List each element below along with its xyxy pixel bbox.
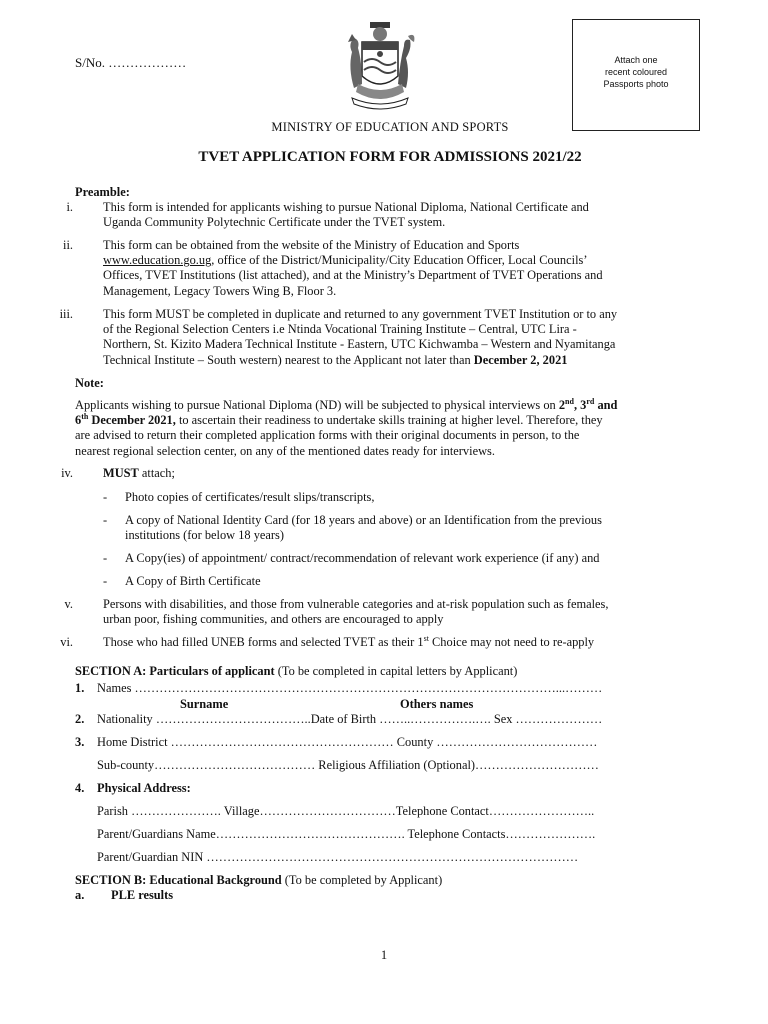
- preamble-item-3: [103, 307, 693, 368]
- field-number: 2.: [75, 712, 85, 726]
- home-district-county-field[interactable]: Home District ……………………………………………… County …………………………………: [97, 735, 598, 749]
- ministry-name: MINISTRY OF EDUCATION AND SPORTS: [271, 120, 509, 134]
- attach-heading: [103, 466, 175, 481]
- text-line: [75, 413, 693, 428]
- text-span: ,: [573, 398, 581, 412]
- text-line: [103, 253, 693, 268]
- nationality-dob-sex-field[interactable]: Nationality ………………………………..Date of Birth ……..…………….…. Sex …………………: [97, 712, 603, 726]
- attach-bullet-3: A Copy(ies) of appointment/ contract/recommendation of relevant work experience (if any) and: [125, 551, 600, 565]
- interview-dates: [559, 398, 618, 412]
- photo-box-line-1: Attach one: [614, 55, 658, 65]
- text-line: [103, 353, 693, 368]
- text-span: th: [81, 412, 89, 422]
- page-number: 1: [380, 948, 388, 962]
- text-span: (To be completed by Applicant): [281, 873, 443, 887]
- attach-bullet-2: [125, 513, 693, 543]
- text-line: This form MUST be completed in duplicate and returned to any government TVET Institution or to any: [103, 307, 618, 321]
- text-line: Northern, St. Kizito Madera Technical Institute - Eastern, UTC Kichwamba – Western and Nyamitanga: [103, 337, 616, 352]
- text-line: This form is intended for applicants wishing to pursue National Diploma, National Certificate and: [103, 200, 589, 214]
- text-span: and: [594, 398, 618, 412]
- text-span: st: [423, 633, 429, 643]
- serial-number: S/No. ………………: [75, 55, 187, 70]
- physical-address-label: Physical Address:: [97, 781, 191, 795]
- photo-box-line-2: recent coloured: [604, 67, 668, 77]
- text-line: A copy of National Identity Card (for 18 years and above) or an Identification from the previous: [125, 513, 602, 527]
- field-number: 3.: [75, 735, 85, 749]
- text-line: urban poor, fishing communities, and others are encouraged to apply: [103, 612, 444, 627]
- text-span: Applicants wishing to pursue National Diploma (ND) will be subjected to physical interviews on: [75, 398, 559, 412]
- ministry-website-link[interactable]: www.education.go.ug: [103, 253, 212, 268]
- ple-results-label: PLE results: [111, 888, 174, 902]
- text-line: of the Regional Selection Centers i.e Ntinda Vocational Training Institute – Central, UTC Lira -: [103, 322, 577, 337]
- list-item-number: v.: [64, 597, 73, 611]
- preamble-item-2: [103, 238, 693, 299]
- section-b-heading: [75, 873, 442, 888]
- parish-village-telephone-field[interactable]: Parish …………………. Village……………………………Telephone Contact……………………..: [97, 804, 595, 818]
- text-line: Management, Legacy Towers Wing B, Floor 3.: [103, 283, 337, 298]
- photo-box-line-3: Passports photo: [603, 79, 669, 89]
- text-span: 2: [558, 398, 566, 412]
- uneb-statement: [103, 635, 693, 650]
- note-heading: Note:: [75, 376, 104, 390]
- text-line: institutions (for below 18 years): [125, 528, 284, 543]
- list-item-number: iv.: [61, 466, 73, 480]
- bullet-dash: -: [103, 551, 108, 565]
- text-line: nearest regional selection center, on any of the mentioned dates ready for interviews.: [75, 443, 495, 458]
- text-span: 3: [580, 398, 587, 412]
- text-line: are advised to return their completed application forms with their original documents in person, to the: [75, 428, 580, 443]
- text-span: to ascertain their readiness to undertake skills training at higher level. Therefore, they: [175, 413, 603, 428]
- bullet-dash: -: [103, 574, 108, 588]
- submission-deadline: December 2, 2021: [473, 352, 568, 367]
- section-a-heading: [75, 664, 517, 679]
- text-span: SECTION A: Particulars of applicant: [75, 664, 275, 678]
- passport-photo-box[interactable]: [572, 19, 700, 131]
- text-line: This form can be obtained from the website of the Ministry of Education and Sports: [103, 238, 520, 252]
- field-number: 4.: [75, 781, 85, 795]
- text-span: Those who had filled UNEB forms and selected TVET as their 1: [103, 635, 424, 649]
- preamble-item-1: [103, 200, 693, 230]
- text-line: Offices, TVET Institutions (list attached), and at the Ministry’s Department of TVET Operations and: [103, 268, 603, 283]
- text-span: rd: [586, 396, 595, 406]
- text-span: , office of the District/Municipality/City Education Officer, Local Councils’: [211, 253, 588, 268]
- text-span: Technical Institute – South western) nearest to the Applicant not later than: [103, 352, 474, 367]
- text-line: Persons with disabilities, and those from vulnerable categories and at-risk population such as females,: [103, 597, 609, 611]
- uganda-coat-of-arms-emblem: [330, 18, 430, 114]
- inclusion-statement: [103, 597, 693, 627]
- text-span: December 2021,: [88, 413, 176, 428]
- text-span: nd: [565, 396, 574, 406]
- subcounty-religion-field[interactable]: Sub-county………………………………… Religious Affiliation (Optional)…………………………: [97, 758, 599, 772]
- preamble-item-number: i.: [66, 200, 73, 214]
- attach-bullet-4: A Copy of Birth Certificate: [125, 574, 261, 588]
- names-field[interactable]: Names …………………………………………………………………………………………...………: [97, 681, 603, 695]
- text-span: MUST: [103, 466, 139, 480]
- text-line: Uganda Community Polytechnic Certificate under the TVET system.: [103, 215, 446, 230]
- other-names-label: Others names: [400, 697, 474, 711]
- bullet-dash: -: [103, 513, 108, 527]
- preamble-item-number: ii.: [63, 238, 73, 252]
- text-line: [75, 398, 693, 413]
- text-span: 6: [75, 413, 82, 428]
- subsection-letter: a.: [75, 888, 85, 902]
- interview-date-december: [75, 413, 176, 427]
- bullet-dash: -: [103, 490, 108, 504]
- text-span: SECTION B: Educational Background: [75, 873, 282, 887]
- text-span: attach;: [138, 466, 175, 480]
- list-item-number: vi.: [60, 635, 73, 649]
- preamble-heading: Preamble:: [75, 185, 130, 199]
- note-paragraph: [75, 398, 693, 459]
- guardian-nin-field[interactable]: Parent/Guardian NIN ………………………………………………………………………………: [97, 850, 579, 864]
- guardian-name-telephone-field[interactable]: Parent/Guardians Name………………………………………. Telephone Contacts………………….: [97, 827, 596, 841]
- form-title: TVET APPLICATION FORM FOR ADMISSIONS 2021/22: [198, 149, 582, 165]
- text-span: (To be completed in capital letters by Applicant): [274, 664, 518, 678]
- field-number: 1.: [75, 681, 85, 695]
- preamble-item-number: iii.: [59, 307, 73, 321]
- surname-label: Surname: [180, 697, 229, 711]
- attach-bullet-1: Photo copies of certificates/result slips/transcripts,: [125, 490, 375, 504]
- text-span: Choice may not need to re-apply: [428, 635, 595, 649]
